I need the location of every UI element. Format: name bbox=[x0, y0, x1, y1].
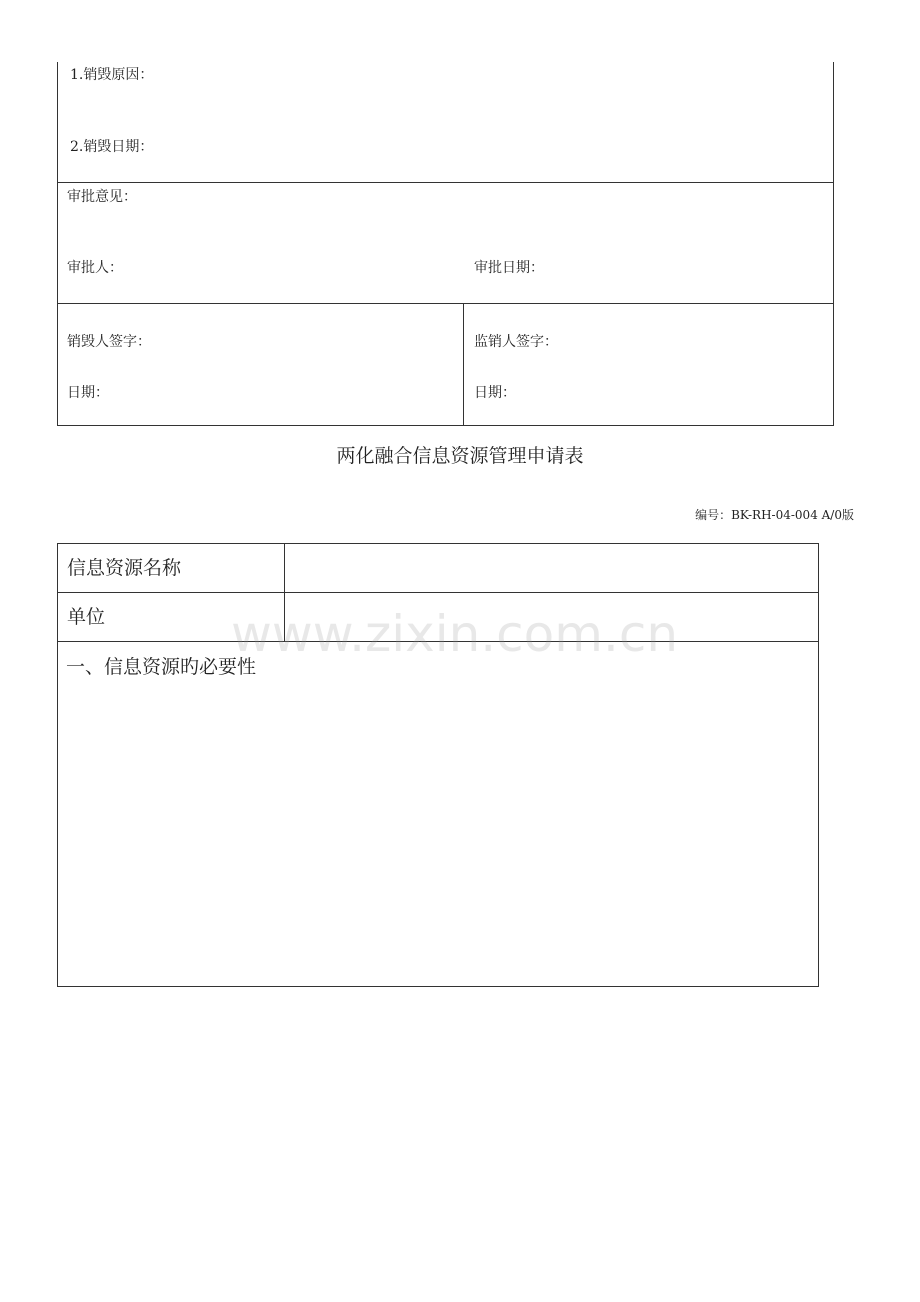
document-code: 编号：BK-RH-04-004 A/0版 bbox=[695, 508, 854, 522]
destroyer-date-label: 日期： bbox=[67, 385, 109, 401]
approver-label: 审批人： bbox=[67, 260, 123, 276]
row-divider bbox=[57, 592, 819, 593]
table-border-right bbox=[833, 62, 834, 426]
destroy-reason-label: 1.销毁原因： bbox=[70, 67, 154, 83]
destroy-date-label: 2.销毁日期： bbox=[70, 139, 154, 155]
approval-opinion-label: 审批意见： bbox=[67, 189, 137, 205]
unit-label: 单位 bbox=[67, 606, 106, 628]
table-border-right bbox=[818, 543, 819, 987]
destroyer-signature-label: 销毁人签字： bbox=[67, 334, 151, 350]
approval-date-label: 审批日期： bbox=[474, 260, 544, 276]
resource-name-field[interactable] bbox=[296, 556, 806, 580]
table-border-left bbox=[57, 62, 58, 426]
table-border-bottom bbox=[57, 986, 819, 987]
supervisor-date-label: 日期： bbox=[474, 385, 516, 401]
watermark: www.zixin.com.cn bbox=[231, 605, 679, 663]
table-border-bottom bbox=[57, 425, 834, 426]
table-border-left bbox=[57, 543, 58, 987]
necessity-section-label: 一、信息资源旳必要性 bbox=[66, 656, 257, 678]
form-title: 两化融合信息资源管理申请表 bbox=[336, 445, 584, 467]
cell-divider bbox=[463, 303, 464, 425]
supervisor-signature-label: 监销人签字： bbox=[474, 334, 558, 350]
row-divider bbox=[57, 182, 834, 183]
table-border-top bbox=[57, 543, 819, 544]
row-divider bbox=[57, 303, 834, 304]
resource-name-label: 信息资源名称 bbox=[67, 557, 182, 579]
